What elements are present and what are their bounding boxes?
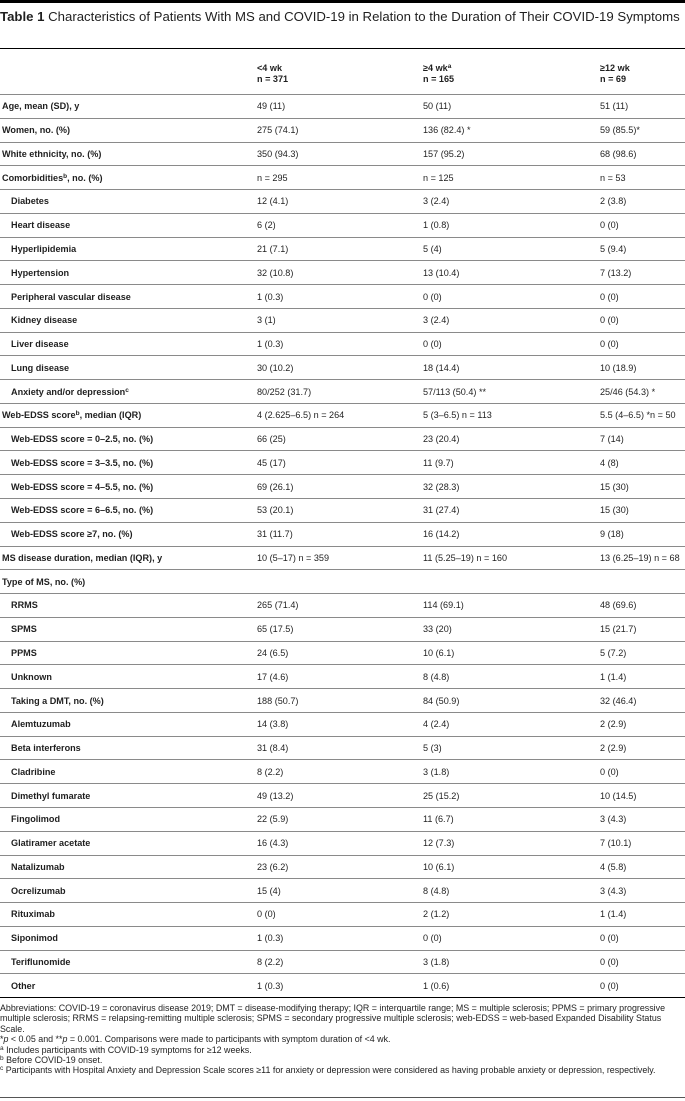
- value-cell: 53 (20.1): [255, 499, 421, 523]
- value-cell: 5 (3–6.5) n = 113: [421, 403, 598, 427]
- value-cell: 57/113 (50.4) **: [421, 380, 598, 404]
- table-row: [0, 522, 685, 546]
- value-cell: 33 (20): [421, 617, 598, 641]
- value-cell: 114 (69.1): [421, 594, 598, 618]
- value-cell: 69 (26.1): [255, 475, 421, 499]
- value-cell: 22 (5.9): [255, 807, 421, 831]
- header-label-cell: [0, 51, 255, 95]
- value-cell: 31 (8.4): [255, 736, 421, 760]
- row-label: Comorbidities$^b$, no. (%): [0, 166, 255, 190]
- value-cell: 32 (28.3): [421, 475, 598, 499]
- value-cell: 3 (1): [255, 308, 421, 332]
- row-label: RRMS: [0, 594, 255, 618]
- value-cell: 0 (0): [255, 903, 421, 927]
- column-header: [598, 51, 685, 95]
- value-cell: 8 (4.8): [421, 879, 598, 903]
- header-row: [0, 51, 685, 95]
- value-cell: [255, 570, 421, 594]
- value-cell: 136 (82.4) *: [421, 118, 598, 142]
- column-header: [255, 51, 421, 95]
- value-cell: 0 (0): [598, 974, 685, 998]
- footnote-mark: b: [63, 172, 68, 180]
- title-rule: [0, 48, 685, 49]
- top-rule: [0, 0, 685, 3]
- row-label: Peripheral vascular disease: [0, 285, 255, 309]
- row-label: Teriflunomide: [0, 950, 255, 974]
- column-header: [421, 51, 598, 95]
- value-cell: 11 (6.7): [421, 807, 598, 831]
- value-cell: 14 (3.8): [255, 712, 421, 736]
- value-cell: 51 (11): [598, 95, 685, 119]
- value-cell: 7 (13.2): [598, 261, 685, 285]
- value-cell: n = 125: [421, 166, 598, 190]
- value-cell: 1 (1.4): [598, 665, 685, 689]
- value-cell: 7 (14): [598, 427, 685, 451]
- value-cell: [598, 570, 685, 594]
- value-cell: 9 (18): [598, 522, 685, 546]
- value-cell: 15 (30): [598, 475, 685, 499]
- value-cell: 7 (10.1): [598, 831, 685, 855]
- value-cell: 12 (4.1): [255, 190, 421, 214]
- value-cell: 6 (2): [255, 213, 421, 237]
- value-cell: 5 (4): [421, 237, 598, 261]
- column-n: n = 371: [257, 74, 289, 84]
- footnote-mark: c: [125, 386, 129, 394]
- value-cell: 68 (98.6): [598, 142, 685, 166]
- row-label: Kidney disease: [0, 308, 255, 332]
- table-row: [0, 190, 685, 214]
- row-label: Liver disease: [0, 332, 255, 356]
- value-cell: n = 295: [255, 166, 421, 190]
- row-label: Rituximab: [0, 903, 255, 927]
- row-label: Unknown: [0, 665, 255, 689]
- table-row: [0, 736, 685, 760]
- table-row: [0, 285, 685, 309]
- value-cell: 25 (15.2): [421, 784, 598, 808]
- row-label: Web-EDSS score ≥7, no. (%): [0, 522, 255, 546]
- value-cell: 8 (2.2): [255, 950, 421, 974]
- value-cell: 16 (14.2): [421, 522, 598, 546]
- footnote-b: $^b$ Before COVID-19 onset.: [0, 1055, 103, 1066]
- table-row: [0, 403, 685, 427]
- column-name: ≥4 wk: [423, 63, 448, 73]
- table-row: [0, 903, 685, 927]
- value-cell: 32 (10.8): [255, 261, 421, 285]
- row-label: Fingolimod: [0, 807, 255, 831]
- table-row: [0, 594, 685, 618]
- table-row: [0, 807, 685, 831]
- table-row: [0, 95, 685, 119]
- value-cell: 49 (11): [255, 95, 421, 119]
- table-caption: Characteristics of Patients With MS and COVID-19 in Relation to the Duration of Their COVID-19 Symptoms: [48, 9, 680, 24]
- row-label: Alemtuzumab: [0, 712, 255, 736]
- value-cell: 3 (2.4): [421, 308, 598, 332]
- value-cell: 3 (1.8): [421, 950, 598, 974]
- abbreviations-note: Abbreviations: COVID-19 = coronavirus disease 2019; DMT = disease-modifying therapy; IQR = interquartile range; MS = multiple sclerosis; PPMS = primary progressive multiple sclerosis; RRMS = relapsing-remitting multiple sclerosis; SPMS = secondary progressive multiple sclerosis; web-EDSS = web-based Expanded Disability Status Scale.: [0, 1003, 666, 1034]
- value-cell: 4 (8): [598, 451, 685, 475]
- row-label: Hyperlipidemia: [0, 237, 255, 261]
- value-cell: 0 (0): [598, 926, 685, 950]
- value-cell: 66 (25): [255, 427, 421, 451]
- table-row: [0, 213, 685, 237]
- footnote-a: $^a$ Includes participants with COVID-19 symptoms for ≥12 weeks.: [0, 1044, 252, 1055]
- value-cell: 2 (2.9): [598, 712, 685, 736]
- value-cell: 2 (2.9): [598, 736, 685, 760]
- value-cell: 1 (0.3): [255, 974, 421, 998]
- value-cell: n = 53: [598, 166, 685, 190]
- value-cell: 18 (14.4): [421, 356, 598, 380]
- table-row: [0, 499, 685, 523]
- value-cell: 1 (0.3): [255, 285, 421, 309]
- value-cell: 3 (2.4): [421, 190, 598, 214]
- value-cell: 30 (10.2): [255, 356, 421, 380]
- value-cell: 15 (21.7): [598, 617, 685, 641]
- value-cell: 84 (50.9): [421, 689, 598, 713]
- value-cell: 48 (69.6): [598, 594, 685, 618]
- value-cell: 50 (11): [421, 95, 598, 119]
- row-label: Type of MS, no. (%): [0, 570, 255, 594]
- row-label: Anxiety and/or depression$^c$: [0, 380, 255, 404]
- value-cell: 0 (0): [598, 332, 685, 356]
- value-cell: 17 (4.6): [255, 665, 421, 689]
- row-label: Glatiramer acetate: [0, 831, 255, 855]
- row-label: PPMS: [0, 641, 255, 665]
- value-cell: 23 (6.2): [255, 855, 421, 879]
- row-label: Web-EDSS score = 3–3.5, no. (%): [0, 451, 255, 475]
- table-row: [0, 332, 685, 356]
- value-cell: 4 (5.8): [598, 855, 685, 879]
- table-row: [0, 855, 685, 879]
- value-cell: 11 (9.7): [421, 451, 598, 475]
- table-row: [0, 665, 685, 689]
- value-cell: [421, 570, 598, 594]
- value-cell: 10 (6.1): [421, 855, 598, 879]
- value-cell: 5 (3): [421, 736, 598, 760]
- value-cell: 10 (5–17) n = 359: [255, 546, 421, 570]
- value-cell: 49 (13.2): [255, 784, 421, 808]
- row-label: SPMS: [0, 617, 255, 641]
- value-cell: 25/46 (54.3) *: [598, 380, 685, 404]
- value-cell: 4 (2.625–6.5) n = 264: [255, 403, 421, 427]
- column-name: ≥12 wk: [600, 63, 630, 73]
- bottom-rule: [0, 1097, 685, 1098]
- value-cell: 0 (0): [598, 213, 685, 237]
- value-cell: 8 (2.2): [255, 760, 421, 784]
- value-cell: 8 (4.8): [421, 665, 598, 689]
- table-row: [0, 570, 685, 594]
- value-cell: 31 (27.4): [421, 499, 598, 523]
- column-footnote-mark: a: [447, 63, 452, 70]
- row-label: White ethnicity, no. (%): [0, 142, 255, 166]
- table-row: [0, 475, 685, 499]
- value-cell: 2 (3.8): [598, 190, 685, 214]
- table-title: [0, 9, 685, 25]
- table-row: [0, 831, 685, 855]
- row-label: Dimethyl fumarate: [0, 784, 255, 808]
- value-cell: 10 (14.5): [598, 784, 685, 808]
- value-cell: 188 (50.7): [255, 689, 421, 713]
- value-cell: 4 (2.4): [421, 712, 598, 736]
- column-n: n = 69: [600, 74, 627, 84]
- value-cell: 0 (0): [598, 950, 685, 974]
- footnote-c: $^c$ Participants with Hospital Anxiety and Depression Scale scores ≥11 for anxiety or depression were considered as having probable anxiety or depression, respectively.: [0, 1065, 656, 1076]
- table-row: [0, 142, 685, 166]
- table-row: [0, 712, 685, 736]
- value-cell: 2 (1.2): [421, 903, 598, 927]
- row-label: Web-EDSS score$^b$, median (IQR): [0, 403, 255, 427]
- value-cell: 1 (0.6): [421, 974, 598, 998]
- table-row: [0, 641, 685, 665]
- value-cell: 11 (5.25–19) n = 160: [421, 546, 598, 570]
- table-row: [0, 261, 685, 285]
- value-cell: 3 (4.3): [598, 879, 685, 903]
- value-cell: 3 (4.3): [598, 807, 685, 831]
- table-row: [0, 760, 685, 784]
- table-number: Table 1: [0, 9, 45, 24]
- row-label: Cladribine: [0, 760, 255, 784]
- value-cell: 3 (1.8): [421, 760, 598, 784]
- row-label: Other: [0, 974, 255, 998]
- value-cell: 59 (85.5)*: [598, 118, 685, 142]
- value-cell: 5 (7.2): [598, 641, 685, 665]
- row-label: Web-EDSS score = 4–5.5, no. (%): [0, 475, 255, 499]
- characteristics-table: [0, 51, 685, 998]
- row-label: Taking a DMT, no. (%): [0, 689, 255, 713]
- value-cell: 1 (0.3): [255, 926, 421, 950]
- row-label: Beta interferons: [0, 736, 255, 760]
- table-row: [0, 451, 685, 475]
- column-n: n = 165: [423, 74, 455, 84]
- value-cell: 10 (6.1): [421, 641, 598, 665]
- value-cell: 15 (4): [255, 879, 421, 903]
- row-label: Diabetes: [0, 190, 255, 214]
- footnotes: [0, 1003, 685, 1076]
- table-row: [0, 879, 685, 903]
- table-row: [0, 427, 685, 451]
- value-cell: 1 (0.8): [421, 213, 598, 237]
- value-cell: 350 (94.3): [255, 142, 421, 166]
- row-label: Siponimod: [0, 926, 255, 950]
- value-cell: 32 (46.4): [598, 689, 685, 713]
- value-cell: 12 (7.3): [421, 831, 598, 855]
- value-cell: 16 (4.3): [255, 831, 421, 855]
- table-row: [0, 118, 685, 142]
- value-cell: 21 (7.1): [255, 237, 421, 261]
- value-cell: 31 (11.7): [255, 522, 421, 546]
- footnote-mark: b: [75, 410, 80, 418]
- value-cell: 0 (0): [598, 760, 685, 784]
- significance-note: *p < 0.05 and **p = 0.001. Comparisons were made to participants with symptom duration of <4 wk.: [0, 1034, 391, 1045]
- value-cell: 1 (1.4): [598, 903, 685, 927]
- table-row: [0, 784, 685, 808]
- value-cell: 10 (18.9): [598, 356, 685, 380]
- row-label: MS disease duration, median (IQR), y: [0, 546, 255, 570]
- value-cell: 0 (0): [598, 308, 685, 332]
- table-row: [0, 689, 685, 713]
- row-label: Web-EDSS score = 0–2.5, no. (%): [0, 427, 255, 451]
- value-cell: 5.5 (4–6.5) *n = 50: [598, 403, 685, 427]
- table-row: [0, 926, 685, 950]
- table-row: [0, 356, 685, 380]
- value-cell: 24 (6.5): [255, 641, 421, 665]
- table-row: [0, 308, 685, 332]
- row-label: Women, no. (%): [0, 118, 255, 142]
- table-row: [0, 166, 685, 190]
- value-cell: 13 (6.25–19) n = 68: [598, 546, 685, 570]
- value-cell: 13 (10.4): [421, 261, 598, 285]
- value-cell: 65 (17.5): [255, 617, 421, 641]
- value-cell: 15 (30): [598, 499, 685, 523]
- value-cell: 5 (9.4): [598, 237, 685, 261]
- table-row: [0, 237, 685, 261]
- column-name: <4 wk: [257, 63, 283, 73]
- table-row: [0, 974, 685, 998]
- value-cell: 80/252 (31.7): [255, 380, 421, 404]
- value-cell: 0 (0): [598, 285, 685, 309]
- value-cell: 1 (0.3): [255, 332, 421, 356]
- row-label: Hypertension: [0, 261, 255, 285]
- value-cell: 0 (0): [421, 285, 598, 309]
- row-label: Heart disease: [0, 213, 255, 237]
- value-cell: 23 (20.4): [421, 427, 598, 451]
- value-cell: 265 (71.4): [255, 594, 421, 618]
- value-cell: 0 (0): [421, 332, 598, 356]
- row-label: Age, mean (SD), y: [0, 95, 255, 119]
- row-label: Web-EDSS score = 6–6.5, no. (%): [0, 499, 255, 523]
- value-cell: 157 (95.2): [421, 142, 598, 166]
- table-row: [0, 380, 685, 404]
- value-cell: 275 (74.1): [255, 118, 421, 142]
- value-cell: 45 (17): [255, 451, 421, 475]
- row-label: Natalizumab: [0, 855, 255, 879]
- table-row: [0, 617, 685, 641]
- row-label: Ocrelizumab: [0, 879, 255, 903]
- table-row: [0, 950, 685, 974]
- row-label: Lung disease: [0, 356, 255, 380]
- table-row: [0, 546, 685, 570]
- value-cell: 0 (0): [421, 926, 598, 950]
